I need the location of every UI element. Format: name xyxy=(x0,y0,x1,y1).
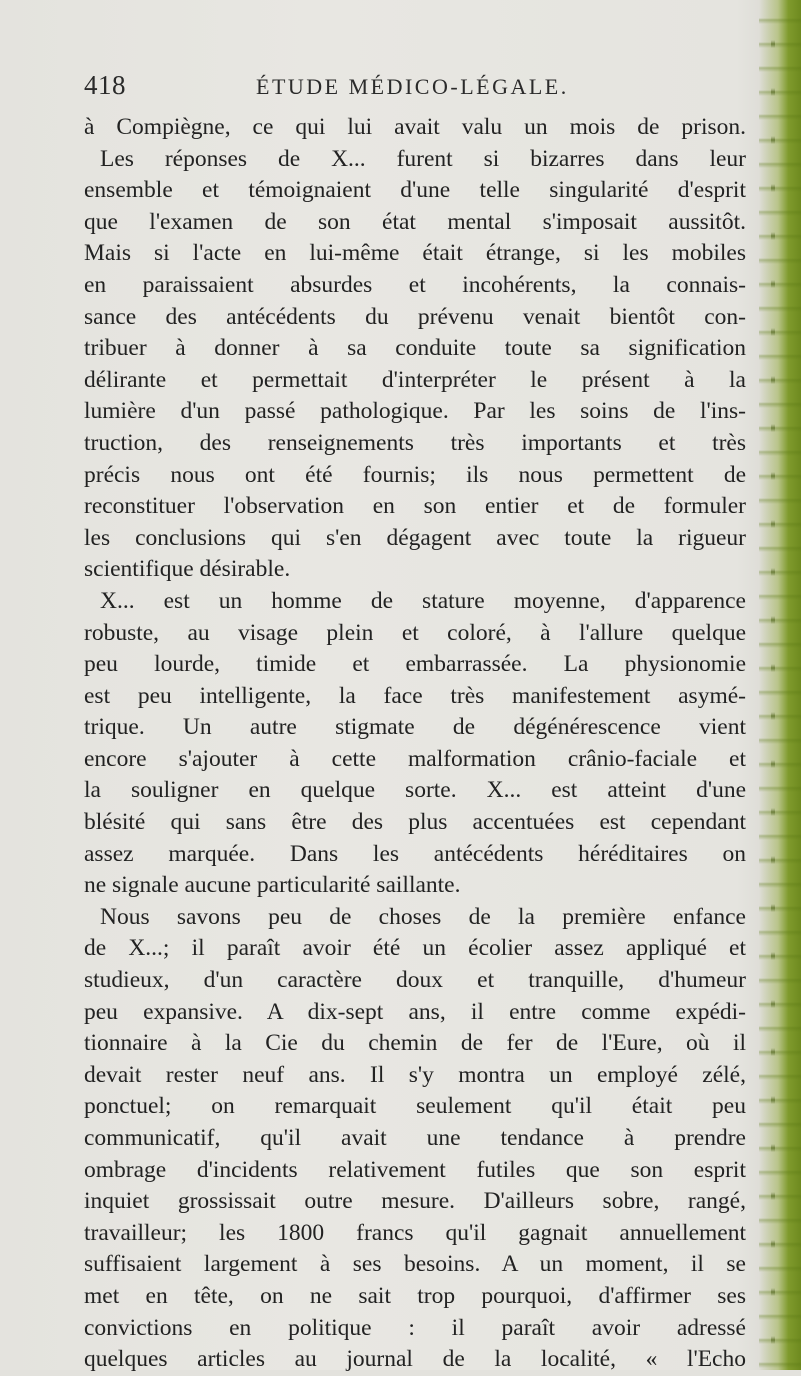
text-line: Les réponses de X... furent si bizarres dans leur xyxy=(100,145,746,172)
text-line: Mais si l'acte en lui-même était étrange, si les mobiles xyxy=(84,240,746,267)
text-line: convictions en politique : il paraît avoir adressé xyxy=(84,1314,746,1341)
text-line: Nous savons peu de choses de la première enfance xyxy=(100,903,746,930)
text-line: lumière d'un passé pathologique. Par les soins de l'ins- xyxy=(84,398,746,425)
text-line: ponctuel; on remarquait seulement qu'il était peu xyxy=(84,1093,746,1120)
page-header xyxy=(84,70,744,110)
text-line: la souligner en quelque sorte. X... est atteint d'une xyxy=(84,777,746,804)
text-line: communicatif, qu'il avait une tendance à prendre xyxy=(84,1125,746,1151)
text-line: que l'examen de son état mental s'imposait aussitôt. xyxy=(84,208,746,235)
text-line: X... est un homme de stature moyenne, d'apparence xyxy=(100,587,746,614)
text-line: met en tête, on ne sait trop pourquoi, d'affirmer ses xyxy=(84,1282,746,1309)
text-line: quelques articles au journal de la localité, « l'Echo xyxy=(84,1346,746,1373)
text-line: ensemble et témoignaient d'une telle singularité d'esprit xyxy=(84,177,746,204)
text-line: est peu intelligente, la face très manifestement asymé- xyxy=(84,682,746,709)
text-line: trique. Un autre stigmate de dégénérescence vient xyxy=(84,714,746,741)
text-line: inquiet grossissait outre mesure. D'ailleurs sobre, rangé, xyxy=(84,1188,746,1215)
text-line: précis nous ont été fournis; ils nous permettent de xyxy=(84,461,746,488)
text-line: scientifique désirable. xyxy=(84,556,291,583)
text-line: peu expansive. A dix-sept ans, il entre comme expédi- xyxy=(84,998,746,1025)
text-line: tribuer à donner à sa conduite toute sa signification xyxy=(84,335,746,362)
text-line: ombrage d'incidents relativement futiles que son esprit xyxy=(84,1156,746,1183)
text-line: sance des antécédents du prévenu venait bientôt con- xyxy=(84,303,746,330)
text-line: travailleur; les 1800 francs qu'il gagnait annuellement xyxy=(84,1219,746,1246)
text-line: à Compiègne, ce qui lui avait valu un mois de prison. xyxy=(84,114,746,140)
page-number: 418 xyxy=(84,70,126,100)
text-line: devait rester neuf ans. Il s'y montra un employé zélé, xyxy=(84,1061,746,1088)
text-line: assez marquée. Dans les antécédents héréditaires on xyxy=(84,840,746,867)
text-line: peu lourde, timide et embarrassée. La physionomie xyxy=(84,651,746,678)
body-text xyxy=(84,112,746,1376)
text-line: encore s'ajouter à cette malformation crânio-faciale et xyxy=(84,745,746,772)
text-line: en paraissaient absurdes et incohérents, la connais- xyxy=(84,271,746,298)
text-line: studieux, d'un caractère doux et tranquille, d'humeur xyxy=(84,967,746,994)
text-line: reconstituer l'observation en son entier et de formuler xyxy=(84,493,746,520)
text-line: tionnaire à la Cie du chemin de fer de l'Eure, où il xyxy=(84,1030,746,1057)
running-title: ÉTUDE MÉDICO-LÉGALE. xyxy=(256,74,569,99)
text-line: les conclusions qui s'en dégagent avec toute la rigueur xyxy=(84,524,746,551)
text-line: truction, des renseignements très importants et très xyxy=(84,429,746,456)
page-edge-binding xyxy=(759,0,801,1370)
text-line: ne signale aucune particularité saillante. xyxy=(84,872,461,899)
text-line: de X...; il paraît avoir été un écolier assez appliqué et xyxy=(84,935,746,962)
text-line: délirante et permettait d'interpréter le présent à la xyxy=(84,366,746,393)
text-line: robuste, au visage plein et coloré, à l'allure quelque xyxy=(84,619,746,646)
text-line: blésité qui sans être des plus accentuées est cependant xyxy=(84,809,746,836)
text-line: suffisaient largement à ses besoins. A un moment, il se xyxy=(84,1251,746,1278)
